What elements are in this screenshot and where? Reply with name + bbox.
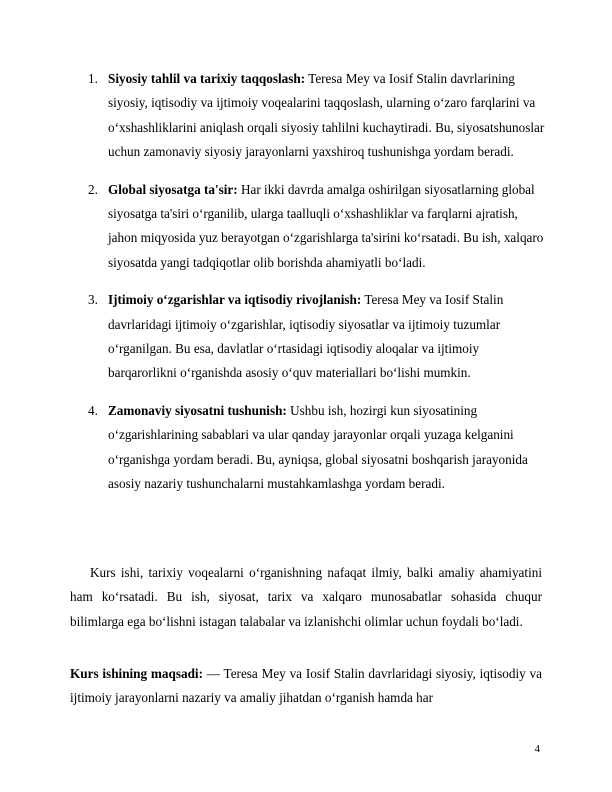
list-item-text: Teresa Mey va Iosif Stalin davrlarining siyosiy, iqtisodiy va ijtimoiy voqealarini taqqoslash, ularning o‘zaro farqlarini va o‘xshashliklarini aniqlash orqali siyosiy tahlilni kuchaytiradi. Bu, siyosatshunoslar uchun zamonaviy siyosiy jarayonlarni yaxshiroq tushunishga yordam beradi. <box>108 71 545 160</box>
list-item <box>88 67 548 165</box>
list-item-title: Global siyosatga ta'sir: <box>108 181 238 197</box>
intro-paragraph: Kurs ishi, tarixiy voqealarni o‘rganishning nafaqat ilmiy, balki amaliy ahamiyatini ham ko‘rsatadi. Bu ish, siyosat, tarix va xalqaro munosabatlar sohasida chuqur bilimlarga ega bo‘lishni istagan talabalar va izlanishchi olimlar uchun foydali bo‘ladi. <box>70 565 542 629</box>
goal-paragraph <box>70 662 542 711</box>
list-item-text: Teresa Mey va Iosif Stalin davrlaridagi ijtimoiy o‘zgarishlar, iqtisodiy siyosatlar va ijtimoiy tuzumlar o‘rganilgan. Bu esa, davlatlar o‘rtasidagi iqtisodiy aloqalar va ijtimoiy barqarorlikni o‘rganishda asosiy o‘quv materiallari bo‘lishi mumkin. <box>108 292 504 381</box>
list-item <box>88 178 548 276</box>
list-item-text: Ushbu ish, hozirgi kun siyosatining o‘zgarishlarining sabablari va ular qanday jarayonlar orqali yuzaga kelganini o‘rganishga yordam beradi. Bu, ayniqsa, global siyosatni boshqarish jarayonida asosiy nazariy tushunchalarni mustahkamlashga yordam beradi. <box>108 402 528 492</box>
list-number: 4. <box>88 402 98 418</box>
list-number: 3. <box>88 292 98 308</box>
list-item-title: Siyosiy tahlil va tarixiy taqqoslash: <box>108 71 306 86</box>
list-item-title: Ijtimoiy o‘zgarishlar va iqtisodiy rivojlanish: <box>108 292 362 308</box>
list-item-title: Zamonaviy siyosatni tushunish: <box>108 402 287 418</box>
list-item <box>88 399 548 497</box>
list-item <box>88 288 548 386</box>
numbered-list <box>88 67 548 510</box>
goal-text: — Teresa Mey va Iosif Stalin davrlaridagi siyosiy, iqtisodiy va ijtimoiy jarayonlarni nazariy va amaliy jihatdan o‘rganish hamda har <box>70 666 543 706</box>
list-item-text: Har ikki davrda amalga oshirilgan siyosatlarning global siyosatga ta'siri o‘rganilib, ularga taalluqli o‘xshashliklar va farqlarni ajratish, jahon miqyosida yuz berayotgan o‘zgarishlarga ta'sirini ko‘rsatadi. Bu ish, xalqaro siyosatda yangi tadqiqotlar olib borishda ahamiyatli bo‘ladi. <box>108 181 544 270</box>
list-number: 1. <box>88 71 98 86</box>
page-number: 4 <box>534 743 540 755</box>
goal-label: Kurs ishining maqsadi: <box>70 666 203 681</box>
list-number: 2. <box>88 181 98 197</box>
